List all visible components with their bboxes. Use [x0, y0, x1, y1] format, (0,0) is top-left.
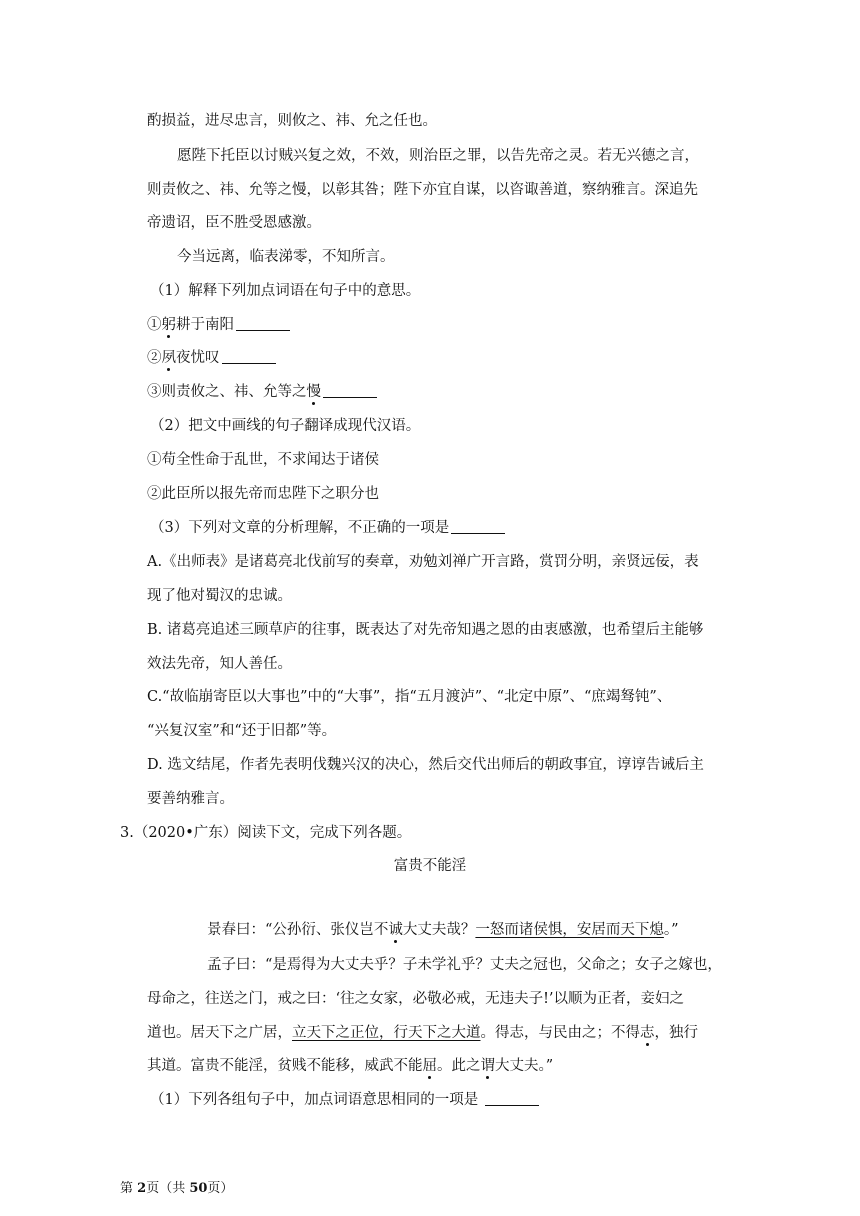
answer-blank [485, 1091, 539, 1106]
option-d: D. 选文结尾，作者先表明伐魏兴汉的决心，然后交代出师后的朝政事宜，谆谆告诫后主 [147, 757, 704, 773]
dotted-word: 夙 [161, 350, 176, 366]
section-3-heading: 3.（2020•广东）阅读下文，完成下列各题。 [120, 825, 412, 841]
answer-blank [236, 316, 290, 331]
question-3-stem: （3）下列对文章的分析理解，不正确的一项是 [150, 518, 505, 538]
dotted-word: 谓 [480, 1058, 495, 1074]
passage-line: 酌损益，进尽忠言，则攸之、祎、允之任也。 [147, 113, 437, 129]
dotted-word: 慢 [306, 384, 321, 400]
question-2b: ②此臣所以报先帝而忠陛下之职分也 [147, 486, 379, 502]
passage-line: 愿陛下托臣以讨贼兴复之效，不效，则治臣之罪，以告先帝之灵。若无兴德之言， [177, 148, 699, 164]
question-2-stem: （2）把文中画线的句子翻译成现代汉语。 [150, 418, 421, 434]
passage-line: 孟子曰：“是焉得为大丈夫乎？子未学礼乎？丈夫之冠也，父命之；女子之嫁也， [207, 957, 722, 973]
passage-line: 其道。富贵不能淫，贫贱不能移，威武不能屈。此之谓大丈夫。” [147, 1058, 554, 1074]
answer-blank [323, 383, 377, 398]
question-2a: ①苟全性命于乱世，不求闻达于诸侯 [147, 452, 379, 468]
question-1-stem: （1）解释下列加点词语在句子中的意思。 [150, 283, 421, 299]
option-b-cont: 效法先帝，知人善任。 [147, 656, 292, 672]
dotted-word: 躬 [161, 317, 176, 333]
option-c-cont: “兴复汉室”和“还于旧都”等。 [147, 723, 337, 739]
answer-blank [451, 519, 505, 534]
page-number: 2 [137, 1181, 147, 1196]
dotted-word: 志 [640, 1025, 655, 1041]
passage-title: 富贵不能淫 [393, 858, 467, 874]
option-b: B. 诸葛亮追述三顾草庐的往事，既表达了对先帝知遇之恩的由衷感激，也希望后主能够 [147, 622, 704, 638]
dotted-word: 诚 [388, 922, 403, 938]
passage-line: 帝遗诏，臣不胜受恩感激。 [147, 215, 321, 231]
question-1c: ③则责攸之、祎、允等之慢 [147, 382, 377, 402]
passage-line: 母命之，往送之门，戒之曰：‘往之女家，必敬必戒，无违夫子!’以顺为正者，妾妇之 [147, 991, 685, 1007]
option-a-cont: 现了他对蜀汉的忠诚。 [147, 588, 292, 604]
answer-blank [222, 349, 276, 364]
question-1b: ②夙夜忧叹 [147, 348, 276, 368]
passage-line: 则责攸之、祎、允等之慢，以彰其咎；陛下亦宜自谋，以咨诹善道，察纳雅言。深追先 [147, 182, 698, 198]
passage-line: 道也。居天下之广居，立天下之正位，行天下之大道。得志，与民由之；不得志，独行 [147, 1025, 698, 1041]
option-a: A.《出师表》是诸葛亮北伐前写的奏章，劝勉刘禅广开言路，赏罚分明，亲贤远佞，表 [147, 554, 699, 570]
passage-line: 景春曰：“公孙衍、张仪岂不诚大丈夫哉？一怒而诸侯惧，安居而天下熄。” [207, 922, 679, 938]
dotted-word: 屈 [422, 1058, 437, 1074]
page-total: 50 [189, 1181, 208, 1196]
underlined-sentence: 立天下之正位，行天下之大道 [292, 1025, 481, 1041]
passage-line: 今当远离，临表涕零，不知所言。 [177, 249, 395, 265]
option-d-cont: 要善纳雅言。 [147, 791, 234, 807]
page-footer: 第 2页（共 50页） [120, 1181, 234, 1196]
option-c: C.“故临崩寄臣以大事也”中的“大事”，指“五月渡泸”、“北定中原”、“庶竭驽钝”、 [147, 689, 672, 705]
question-1a: ①躬耕于南阳 [147, 315, 290, 335]
underlined-sentence: 一怒而诸侯惧，安居而天下熄 [475, 922, 664, 938]
question-4-stem: （1）下列各组句子中，加点词语意思相同的一项是 [150, 1090, 539, 1110]
